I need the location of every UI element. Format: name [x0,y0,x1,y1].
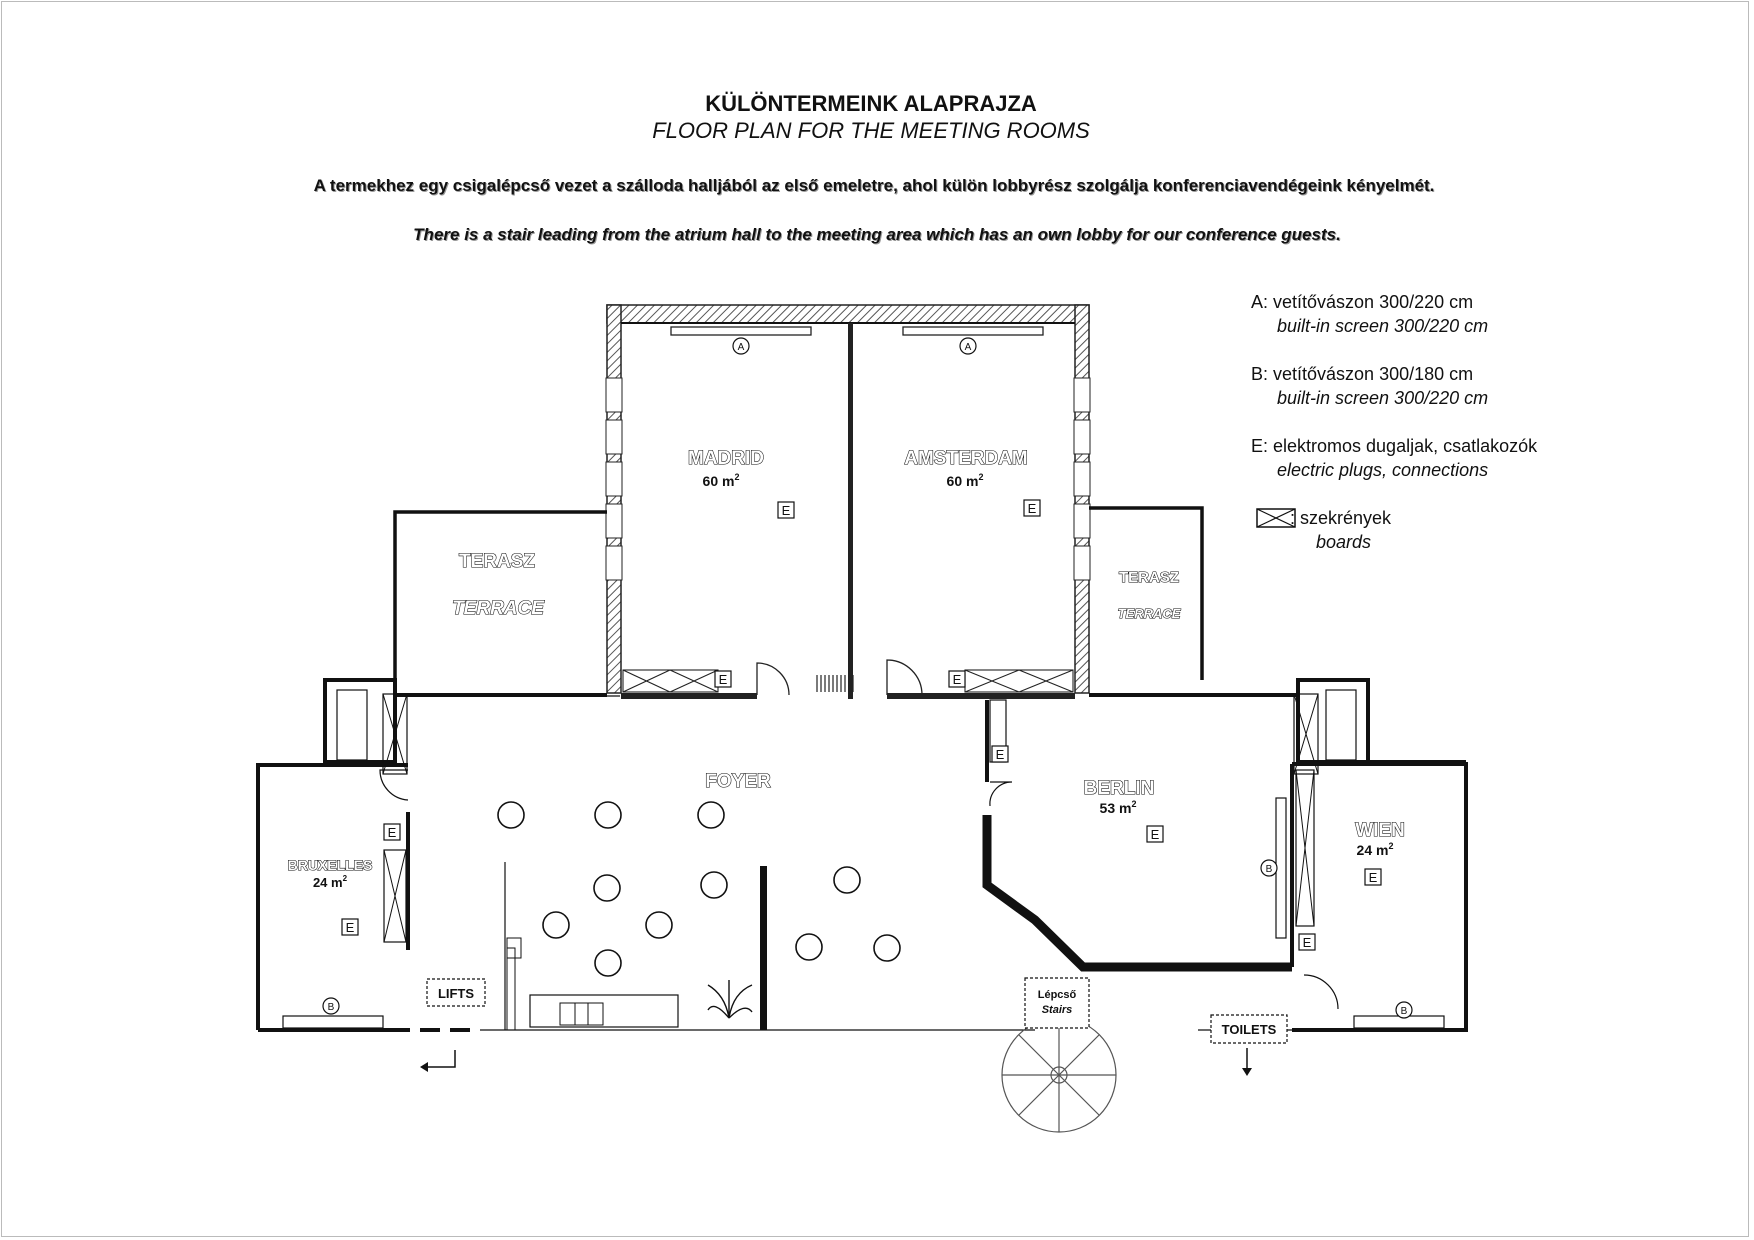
room-berlin-area [1100,799,1137,816]
room-berlin-area-value: 53 m [1099,800,1132,816]
room-wien-area-sup: 2 [1388,841,1394,851]
lifts-arrow-head [420,1062,428,1072]
intro-hungarian: A termekhez egy csigalépcső vezet a szálloda halljából az első emeletre, ahol külön lobbyrész szolgálja konferenciavendégeink kényelmét. [313,176,1435,195]
room-bruxelles-area-sup: 2 [342,874,348,883]
room-wien-name: WIEN [1355,820,1405,841]
marker-e-berlin: E [1150,827,1160,842]
stairs-label-en: Stairs [1041,1004,1073,1016]
toilets-label: TOILETS [1221,1022,1277,1037]
legend-e-en: electric plugs, connections [1277,460,1489,480]
marker-e-berlin-entry: E [995,747,1005,762]
legend-b-en: built-in screen 300/220 cm [1277,388,1489,408]
toilets-arrow-head [1242,1068,1252,1076]
room-wien-area-value: 24 m [1356,842,1389,858]
page-title: KÜLÖNTERMEINK ALAPRAJZA [705,91,1037,116]
marker-e-bruxelles-door: E [387,825,397,840]
legend-cabinet-en: boards [1316,532,1372,552]
stairs-label-hu: Lépcső [1037,989,1077,1001]
marker-e-amsterdam: E [1027,501,1037,516]
marker-e-wien: E [1368,870,1378,885]
marker-e-madrid-door: E [718,672,728,687]
room-bruxelles-area [313,874,348,890]
terrace-right-hu: TERASZ [1119,569,1179,586]
plant-icon [708,980,752,1018]
room-wien-area [1357,841,1394,858]
room-madrid-name: MADRID [688,448,764,469]
room-amsterdam-area [947,472,984,489]
screen-markers [323,338,1412,1018]
room-amsterdam-area-value: 60 m [946,473,979,489]
legend-a-en: built-in screen 300/220 cm [1277,316,1489,336]
spiral-stair-icon [1002,1018,1116,1132]
room-foyer-name: FOYER [705,771,771,792]
room-amsterdam-name: AMSTERDAM [904,448,1028,469]
terrace-left-hu: TERASZ [459,551,535,572]
legend-a-hu: A: vetítővászon 300/220 cm [1251,292,1474,312]
legend-cabinet-hu: : szekrények [1290,508,1392,528]
marker-a-madrid-label: A [737,342,745,353]
upper-rooms-walls [606,305,1090,699]
page-subtitle: FLOOR PLAN FOR THE MEETING ROOMS [652,118,1090,143]
foyer-tables [498,802,900,976]
legend-cabinet-icon [1257,509,1295,527]
marker-e-amsterdam-door: E [952,672,962,687]
room-bruxelles-name: BRUXELLES [287,857,373,873]
legend-b-hu: B: vetítővászon 300/180 cm [1251,364,1474,384]
marker-e-bruxelles: E [345,920,355,935]
room-berlin-area-sup: 2 [1131,799,1137,809]
intro-english: There is a stair leading from the atrium hall to the meeting area which has an own lobby for our conference guests. [413,225,1341,244]
marker-e-wien-door: E [1302,935,1312,950]
room-madrid-area [703,472,740,489]
room-berlin-name: BERLIN [1083,778,1155,799]
lifts-label: LIFTS [437,986,475,1001]
room-madrid-area-value: 60 m [702,473,735,489]
marker-e-madrid: E [781,503,791,518]
foyer-walls [258,680,1466,1030]
legend-e-hu: E: elektromos dugaljak, csatlakozók [1251,436,1538,456]
room-bruxelles-area-value: 24 m [312,875,343,890]
marker-b-bruxelles-label: B [327,1002,335,1013]
marker-b-wien-label: B [1400,1006,1408,1017]
lifts-arrow [428,1050,455,1067]
stairs-box [1025,978,1089,1028]
room-amsterdam-area-sup: 2 [978,472,984,482]
terrace-left-en: TERRACE [452,598,544,619]
terrace-right-en: TERRACE [1117,606,1181,621]
room-madrid-area-sup: 2 [734,472,740,482]
marker-b-berlin-label: B [1265,864,1273,875]
marker-a-amsterdam-label: A [964,342,972,353]
